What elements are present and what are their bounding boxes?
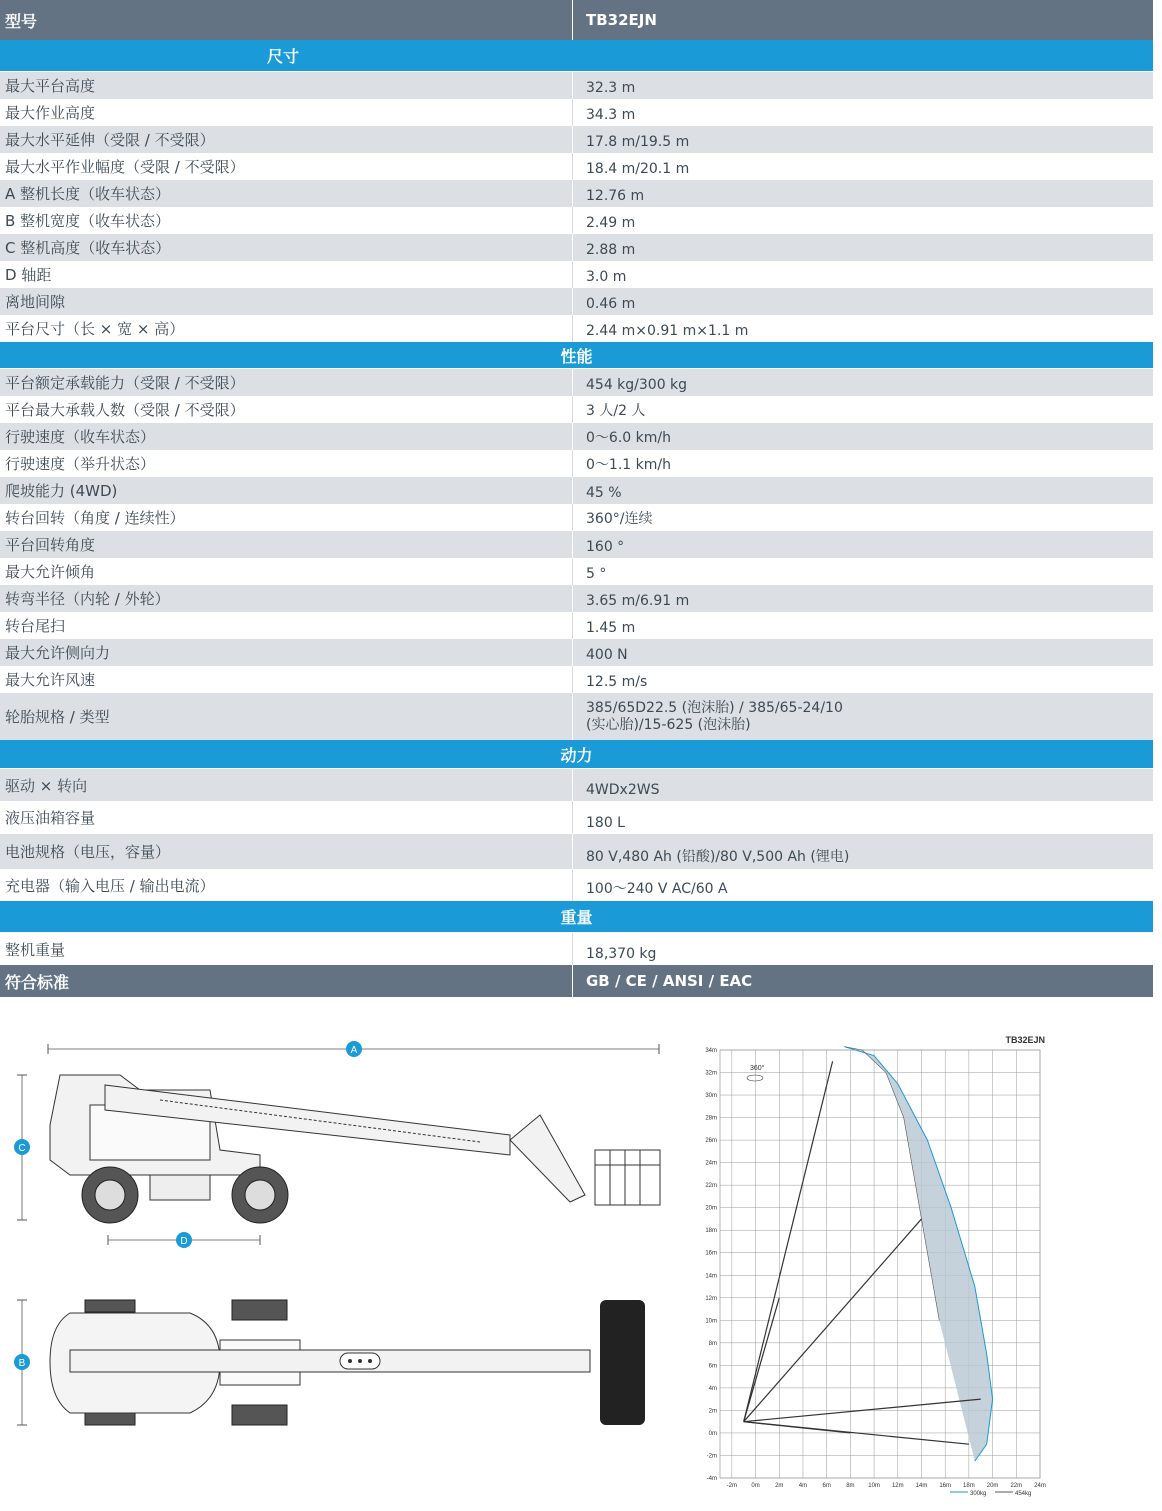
table-row bbox=[0, 261, 1153, 288]
row-value: 45 % bbox=[572, 477, 1153, 504]
row-value: 180 L bbox=[572, 801, 1153, 834]
row-value: 160 ° bbox=[572, 531, 1153, 558]
y-tick-label: 18m bbox=[705, 1228, 717, 1235]
x-tick-label: 20m bbox=[986, 1483, 999, 1489]
envelope-band bbox=[844, 1047, 992, 1461]
row-label: C 整机高度（收车状态） bbox=[5, 239, 171, 257]
table-row bbox=[0, 531, 1153, 558]
y-tick-label: 2m bbox=[708, 1408, 717, 1415]
dim-a-label: A bbox=[350, 1045, 358, 1056]
x-tick-label: 22m bbox=[1010, 1483, 1023, 1489]
boom-position bbox=[744, 1422, 851, 1433]
section-dimensions: 尺寸 bbox=[0, 40, 1153, 72]
row-value: 1.45 m bbox=[572, 612, 1153, 639]
table-row bbox=[0, 423, 1153, 450]
y-tick-label: 28m bbox=[705, 1115, 717, 1122]
row-label: D 轴距 bbox=[5, 266, 52, 284]
table-row bbox=[0, 869, 1153, 901]
row-label: 转台尾扫 bbox=[5, 617, 66, 635]
row-label: 爬坡能力 (4WD) bbox=[5, 482, 118, 500]
row-value: 100～240 V AC/60 A bbox=[572, 869, 1153, 901]
y-tick-label: 8m bbox=[708, 1340, 717, 1347]
row-label: 驱动 × 转向 bbox=[5, 776, 88, 795]
x-tick-label: 16m bbox=[939, 1483, 952, 1489]
row-label: 行驶速度（收车状态） bbox=[5, 428, 156, 446]
x-tick-label: 6m bbox=[822, 1483, 831, 1489]
row-label: 离地间隙 bbox=[5, 293, 66, 311]
table-row bbox=[0, 769, 1153, 801]
working-envelope-chart bbox=[695, 1030, 1055, 1500]
y-tick-label: 20m bbox=[705, 1205, 717, 1212]
footer-value: GB / CE / ANSI / EAC bbox=[572, 965, 1153, 997]
footer-label: 符合标准 bbox=[5, 972, 70, 992]
table-row bbox=[0, 612, 1153, 639]
header-label: 型号 bbox=[5, 11, 38, 31]
table-row bbox=[0, 153, 1153, 180]
row-value: 454 kg/300 kg bbox=[572, 369, 1153, 396]
y-tick-label: 12m bbox=[705, 1295, 717, 1302]
top-view-drawing bbox=[10, 1295, 675, 1445]
row-label: 平台额定承载能力（受限 / 不受限） bbox=[5, 374, 245, 392]
legend-label: 454kg bbox=[1015, 1491, 1032, 1497]
row-value: 12.5 m/s bbox=[572, 666, 1153, 693]
table-row bbox=[0, 180, 1153, 207]
row-label: 最大作业高度 bbox=[5, 104, 96, 122]
legend-label: 300kg bbox=[970, 1491, 987, 1497]
y-tick-label: 0m bbox=[708, 1430, 717, 1437]
rotation-icon bbox=[747, 1075, 763, 1081]
row-value: 18,370 kg bbox=[572, 933, 1153, 965]
y-tick-label: 6m bbox=[708, 1363, 717, 1370]
row-value: 17.8 m/19.5 m bbox=[572, 126, 1153, 153]
row-value: 360°/连续 bbox=[572, 504, 1153, 531]
chart-legend bbox=[950, 1491, 1031, 1497]
row-label: 行驶速度（举升状态） bbox=[5, 455, 156, 473]
y-tick-label: 10m bbox=[705, 1318, 717, 1325]
table-row bbox=[0, 288, 1153, 315]
section-performance: 性能 bbox=[0, 342, 1153, 369]
row-label: 最大允许侧向力 bbox=[5, 644, 111, 662]
row-value: 3.65 m/6.91 m bbox=[572, 585, 1153, 612]
row-label: 转弯半径（内轮 / 外轮） bbox=[5, 590, 170, 608]
boom-position bbox=[744, 1298, 780, 1422]
y-tick-label: 34m bbox=[705, 1048, 717, 1054]
y-tick-label: 32m bbox=[705, 1070, 717, 1077]
x-tick-label: 2m bbox=[775, 1483, 784, 1489]
row-value: 2.88 m bbox=[572, 234, 1153, 261]
x-tick-label: 4m bbox=[798, 1483, 808, 1489]
row-value: 4WDx2WS bbox=[572, 769, 1153, 801]
row-value: 3.0 m bbox=[572, 261, 1153, 288]
dim-b-label: B bbox=[18, 1358, 26, 1369]
row-value: 0.46 m bbox=[572, 288, 1153, 315]
row-label: 平台最大承载人数（受限 / 不受限） bbox=[5, 401, 245, 419]
row-label: 最大水平延伸（受限 / 不受限） bbox=[5, 131, 215, 149]
table-row bbox=[0, 72, 1153, 99]
table-row bbox=[0, 585, 1153, 612]
row-value: 12.76 m bbox=[572, 180, 1153, 207]
chart-title: TB32EJN bbox=[1005, 1035, 1045, 1045]
row-label: 最大允许倾角 bbox=[5, 563, 96, 581]
boom-position bbox=[744, 1061, 833, 1421]
table-footer bbox=[0, 965, 1153, 997]
row-label: 电池规格（电压，容量） bbox=[5, 843, 171, 861]
row-value: 0～1.1 km/h bbox=[572, 450, 1153, 477]
section-weight: 重量 bbox=[0, 901, 1153, 933]
table-row bbox=[0, 834, 1153, 869]
x-tick-label: 10m bbox=[868, 1483, 880, 1489]
x-tick-label: 14m bbox=[915, 1483, 928, 1489]
y-tick-label: 4m bbox=[708, 1385, 717, 1392]
table-row bbox=[0, 801, 1153, 834]
rotation-annotation: 360° bbox=[750, 1065, 765, 1072]
tire-value-line1: 385/65D22.5 (泡沫胎) / 385/65-24/10 bbox=[586, 699, 843, 716]
tire-value-line2: (实心胎)/15-625 (泡沫胎) bbox=[586, 716, 751, 733]
row-label: 充电器（输入电压 / 输出电流） bbox=[5, 876, 215, 895]
chart-frame bbox=[720, 1050, 1040, 1478]
x-tick-label: 18m bbox=[963, 1483, 975, 1489]
header-model: TB32EJN bbox=[572, 0, 1153, 40]
row-label: B 整机宽度（收车状态） bbox=[5, 212, 171, 230]
row-label: 液压油箱容量 bbox=[5, 809, 96, 827]
x-tick-label: 0m bbox=[751, 1483, 760, 1489]
section-power: 动力 bbox=[0, 740, 1153, 769]
y-tick-label: 26m bbox=[705, 1138, 717, 1145]
y-tick-label: -2m bbox=[706, 1453, 717, 1460]
row-label: 整机重量 bbox=[5, 940, 66, 959]
table-row bbox=[0, 504, 1153, 531]
row-label: 平台回转角度 bbox=[5, 536, 96, 554]
table-row bbox=[0, 369, 1153, 396]
y-tick-label: 30m bbox=[705, 1093, 717, 1100]
row-value: 400 N bbox=[572, 639, 1153, 666]
y-tick-label: 14m bbox=[705, 1273, 717, 1280]
row-value: 2.49 m bbox=[572, 207, 1153, 234]
row-label: 最大允许风速 bbox=[5, 671, 96, 689]
chart-series bbox=[744, 1047, 993, 1461]
table-header bbox=[0, 0, 1153, 40]
table-row bbox=[0, 666, 1153, 693]
table-row bbox=[0, 315, 1153, 342]
table-row bbox=[0, 396, 1153, 423]
table-row bbox=[0, 477, 1153, 504]
x-tick-label: 24m bbox=[1034, 1483, 1046, 1489]
table-row bbox=[0, 639, 1153, 666]
table-row bbox=[0, 207, 1153, 234]
row-value: 3 人/2 人 bbox=[572, 396, 1153, 423]
table-row bbox=[0, 693, 1153, 740]
dim-d-label: D bbox=[180, 1236, 188, 1247]
table-row bbox=[0, 933, 1153, 965]
row-label: 转台回转（角度 / 连续性） bbox=[5, 509, 185, 527]
side-view-drawing bbox=[10, 1030, 675, 1255]
x-tick-label: 12m bbox=[891, 1483, 904, 1489]
row-label: A 整机长度（收车状态） bbox=[5, 185, 171, 203]
table-row bbox=[0, 234, 1153, 261]
row-value: 34.3 m bbox=[572, 99, 1153, 126]
y-tick-label: 16m bbox=[705, 1250, 717, 1257]
dim-c-label: C bbox=[18, 1143, 26, 1154]
row-value: 0～6.0 km/h bbox=[572, 423, 1153, 450]
x-tick-label: 8m bbox=[846, 1483, 855, 1489]
y-tick-label: -4m bbox=[706, 1476, 717, 1482]
table-row bbox=[0, 99, 1153, 126]
y-tick-label: 24m bbox=[705, 1160, 717, 1167]
row-value: 5 ° bbox=[572, 558, 1153, 585]
row-label: 轮胎规格 / 类型 bbox=[5, 708, 110, 726]
x-tick-label: -2m bbox=[726, 1483, 738, 1489]
row-label: 最大水平作业幅度（受限 / 不受限） bbox=[5, 158, 245, 176]
row-value: 32.3 m bbox=[572, 72, 1153, 99]
row-label: 最大平台高度 bbox=[5, 77, 96, 95]
y-tick-label: 22m bbox=[705, 1183, 717, 1190]
row-value: 80 V,480 Ah (铅酸)/80 V,500 Ah (锂电) bbox=[572, 834, 1153, 869]
table-row bbox=[0, 126, 1153, 153]
row-value: 2.44 m×0.91 m×1.1 m bbox=[572, 315, 1153, 342]
table-row bbox=[0, 450, 1153, 477]
row-label: 平台尺寸（长 × 宽 × 高） bbox=[5, 320, 185, 338]
table-row bbox=[0, 558, 1153, 585]
row-value: 18.4 m/20.1 m bbox=[572, 153, 1153, 180]
row-value bbox=[572, 693, 1153, 740]
